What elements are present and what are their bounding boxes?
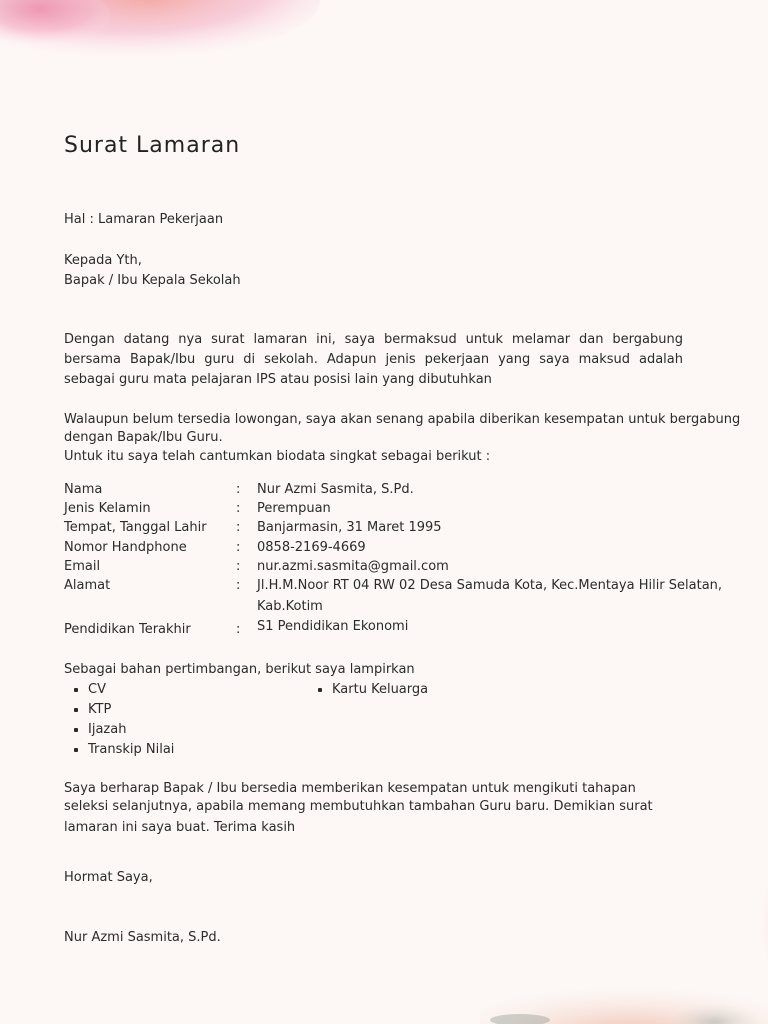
closing-line2: seleksi selanjutnya, apabila memang membutuhkan tambahan Guru baru. Demikian surat [64,799,653,814]
paragraph2-line2: dengan Bapak/Ibu Guru. [64,430,223,445]
biodata-value: S1 Pendidikan Ekonomi [257,619,409,634]
list-item: Kartu Keluarga [318,680,428,700]
biodata-label: Pendidikan Terakhir [64,622,191,637]
biodata-row-address [64,576,744,616]
list-item: Ijazah [74,720,126,740]
biodata-label: Tempat, Tanggal Lahir [64,520,207,535]
biodata-label: Nomor Handphone [64,540,187,555]
biodata-value: Jl.H.M.Noor RT 04 RW 02 Desa Samuda Kota, Kec.Mentaya Hilir Selatan, [257,578,723,593]
biodata-colon: : [236,622,241,637]
biodata-colon: : [236,482,241,497]
biodata-label: Alamat [64,578,111,593]
recipient-name: Bapak / Ibu Kepala Sekolah [64,273,241,288]
biodata-value-continued: Kab.Kotim [257,599,323,614]
salutation: Hormat Saya, [64,870,153,885]
paragraph2-line1: Walaupun belum tersedia lowongan, saya akan senang apabila diberikan kesempatan untuk bergabung [64,412,741,427]
biodata-value: Banjarmasin, 31 Maret 1995 [257,520,442,535]
letter-subject: Hal : Lamaran Pekerjaan [64,212,224,227]
attachments-intro: Sebagai bahan pertimbangan, berikut saya lampirkan [64,662,415,677]
biodata-colon: : [236,520,241,535]
letter-title: Surat Lamaran [64,133,241,158]
watercolor-decoration-top [0,0,340,65]
closing-line1: Saya berharap Bapak / Ibu bersedia memberikan kesempatan untuk mengikuti tahapan [64,781,636,796]
list-item: Transkip Nilai [74,740,174,760]
biodata-label: Email [64,559,101,574]
biodata-colon: : [236,540,241,555]
paragraph2-line3: Untuk itu saya telah cantumkan biodata singkat sebagai berikut : [64,449,491,464]
bullet-icon [74,708,78,712]
watercolor-decoration-right [748,855,768,990]
biodata-value: Nur Azmi Sasmita, S.Pd. [257,482,414,497]
bullet-icon [318,688,322,692]
opening-paragraph: Dengan datang nya surat lamaran ini, saya bermaksud untuk melamar dan bergabung bersama Bapak/Ibu guru di sekolah. Adapun jenis pekerjaan yang saya maksud adalah sebagai guru mata pelajaran IPS atau posisi lain yang dibutuhkan [64,332,683,387]
biodata-value: 0858-2169-4669 [257,540,366,555]
biodata-colon: : [236,578,241,593]
biodata-colon: : [236,559,241,574]
signature-name: Nur Azmi Sasmita, S.Pd. [64,930,221,945]
bullet-icon [74,748,78,752]
list-item: CV [74,680,106,700]
biodata-colon: : [236,501,241,516]
bullet-icon [74,728,78,732]
biodata-label: Jenis Kelamin [64,501,151,516]
bullet-icon [74,688,78,692]
biodata-value: nur.azmi.sasmita@gmail.com [257,559,449,574]
biodata-label: Nama [64,482,103,497]
biodata-value: Perempuan [257,501,331,516]
list-item: KTP [74,700,111,720]
closing-line3: lamaran ini saya buat. Terima kasih [64,820,296,835]
recipient-greeting: Kepada Yth, [64,253,142,268]
watercolor-decoration-bottom [480,970,768,1024]
